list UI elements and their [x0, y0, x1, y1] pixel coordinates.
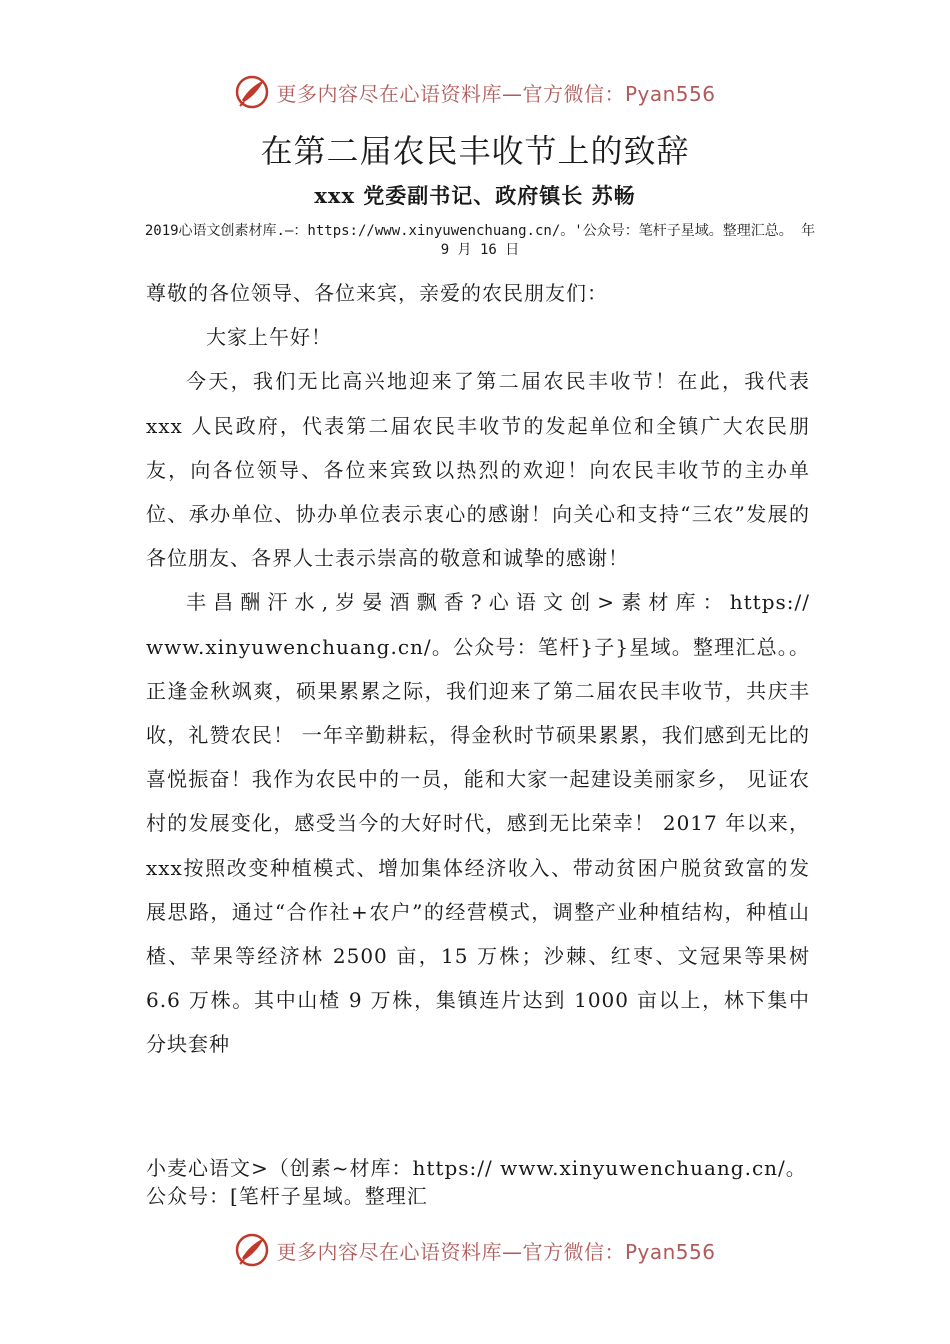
greeting: 大家上午好！	[206, 325, 332, 350]
footer-banner	[0, 1230, 950, 1270]
footer-banner-text: 更多内容尽在心语资料库—官方微信：Pyan556	[276, 1239, 716, 1264]
document-body	[146, 271, 810, 1067]
feather-pen-logo-icon	[234, 74, 270, 110]
source-note: 2019心语文创素材库.—：https://www.xinyuwenchuang.cn/。'公众号：笔杆子星域。整理汇总。 年 9 月 16 日	[144, 223, 816, 258]
salutation: 尊敬的各位领导、各位来宾，亲爱的农民朋友们：	[146, 281, 608, 305]
header-banner	[0, 72, 950, 112]
trailing-text: 小麦心语文>（创素~材库：https:// www.xinyuwenchuang.cn/。公众号：[笔杆子星域。整理汇	[146, 1156, 807, 1208]
feather-pen-logo-icon	[234, 1232, 270, 1268]
header-banner-text: 更多内容尽在心语资料库—官方微信：Pyan556	[276, 81, 716, 106]
document-title: 在第二届农民丰收节上的致辞	[260, 132, 690, 170]
body-paragraph: 今天，我们无比高兴地迎来了第二届农民丰收节！在此，我代表xxx 人民政府，代表第二届农民丰收节的发起单位和全镇广大农民朋友，向各位领导、各位来宾致以热烈的欢迎！向农民丰收节的主办单位、承办单位、协办单位表示衷心的感谢！向关心和支持“三农”发展的各位朋友、各界人士表示崇高的敬意和诚挚的感谢！	[146, 369, 810, 571]
body-paragraph: 丰昌酬汗水,岁晏酒飘香?心语文创>素材库：https:// www.xinyuwenchuang.cn/。公众号：笔杆}子}星域。整理汇总。。正逢金秋飒爽，硕果累累之际，我们迎来了第二届农民丰收节，共庆丰收，礼赞农民！ 一年辛勤耕耘，得金秋时节硕果累累，我们感到无比的喜悦振奋！我作为农民中的一员，能和大家一起建设美丽家乡， 见证农村的发展变化，感受当今的大好时代，感到无比荣幸！ 2017 年以来，xxx按照改变种植模式、增加集体经济收入、带动贫困户脱贫致富的发展思路，通过“合作社+农户”的经营模式，调整产业种植结构，种植山楂、苹果等经济林 2500 亩，15 万株；沙棘、红枣、文冠果等果树 6.6 万株。其中山楂 9 万株，集镇连片达到 1000 亩以上，林下集中分块套种	[146, 590, 810, 1057]
document-subtitle: xxx 党委副书记、政府镇长 苏畅	[314, 183, 636, 208]
